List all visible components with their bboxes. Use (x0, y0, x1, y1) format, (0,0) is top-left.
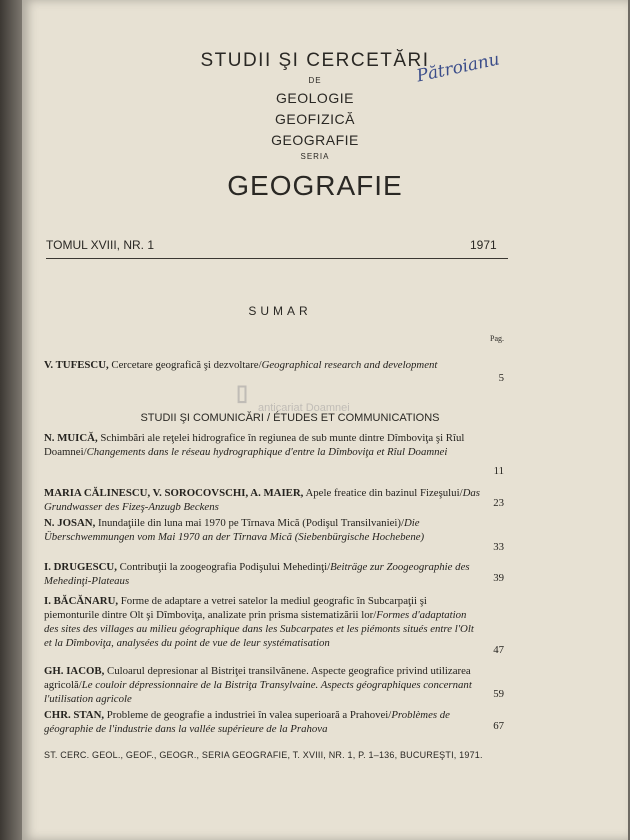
entry-page: 39 (493, 572, 504, 584)
page-column-label: Pag. (490, 334, 504, 343)
entry-page: 67 (493, 720, 504, 732)
entry-page: 11 (493, 465, 504, 477)
entry-page: 5 (498, 372, 504, 384)
journal-seria: SERIA (300, 152, 330, 161)
entry-author: N. JOSAN, (44, 517, 96, 529)
toc-entry (44, 664, 480, 706)
contents-heading: SUMAR (248, 304, 312, 318)
entry-title-ro: Cercetare geografică şi dezvoltare/ (111, 359, 262, 371)
entry-title-foreign: Geographical research and development (261, 359, 438, 371)
journal-line-geofizica: GEOFIZICĂ (275, 111, 355, 127)
toc-entry (44, 516, 480, 544)
entry-title-foreign: Formes d'adaptation des sites des villages au milieu géographique dans les Subcarpates et les piémonts situés entre l'Olt et la Dîmboviţa, analysées du point de vue de leur systématisation (44, 609, 474, 649)
entry-author: V. TUFESCU, (44, 359, 109, 371)
journal-title: STUDII ŞI CERCETĂRI (200, 50, 430, 71)
entry-author: CHR. STAN, (44, 709, 105, 721)
journal-line-geografie: GEOGRAFIE (271, 132, 359, 148)
entry-title-foreign: Le couloir dépressionnaire de la Bistriţa Transylvaine. Aspects géographiques concernant l'utilisation agricole (44, 679, 472, 705)
entry-page: 33 (493, 541, 504, 553)
entry-title-foreign: Beiträge zur Zoogeographie des Mehedinţi-Plateaus (44, 561, 470, 587)
entry-title-ro: Forme de adaptare a vetrei satelor la mediul geografic în Subcarpaţii şi piemonturile dintre Olt şi Dîmboviţa, analizate prin prisma sistematizării lor/ (44, 595, 427, 621)
watermark-text: anticariat Doamnei (258, 402, 350, 414)
entry-title-ro: Contribuţii la zoogeografia Podişului Mehedinţi/ (119, 561, 331, 573)
section-heading: STUDII ŞI COMUNICĂRI / ÉTUDES ET COMMUNICATIONS (140, 412, 440, 424)
entry-title-ro: Inundaţiile din luna mai 1970 pe Tîrnava Mică (Podişul Transilvaniei)/ (98, 517, 404, 529)
entry-author: N. MUICĂ, (44, 432, 98, 444)
entry-author: GH. IACOB, (44, 665, 105, 677)
entry-page: 23 (493, 497, 504, 509)
entry-author: I. BĂCĂNARU, (44, 595, 119, 607)
entry-page: 47 (493, 644, 504, 656)
entry-title-ro: Probleme de geografie a industriei în valea superioară a Prahovei/ (106, 709, 392, 721)
entry-title-ro: Apele freatice din bazinul Fizeşului/ (305, 487, 463, 499)
toc-entry (44, 431, 480, 459)
entry-title-ro: Culoarul depresionar al Bistriţei transilvănene. Aspecte geografice privind utilizarea agricolă/ (44, 665, 471, 691)
toc-entry (44, 708, 480, 736)
series-title: GEOGRAFIE (227, 170, 403, 201)
journal-line-geologie: GEOLOGIE (276, 90, 354, 106)
toc-entry (44, 560, 480, 588)
entry-page: 59 (493, 688, 504, 700)
citation-footer: ST. CERC. GEOL., GEOF., GEOGR., SERIA GEOGRAFIE, T. XVIII, NR. 1, P. 1–136, BUCUREŞTI, 1971. (44, 750, 483, 760)
entry-title-ro: Schimbări ale reţelei hidrografice în regiunea de sub munte dintre Dîmboviţa şi Rîul Doamnei/ (44, 432, 465, 458)
entry-title-foreign: Das Grundwasser des Fizeş-Anzugb Beckens (44, 487, 480, 513)
divider (46, 258, 508, 259)
journal-de: DE (308, 76, 322, 85)
entry-title-foreign: Die Überschwemmungen vom Mai 1970 an der Tîrnava Mică (Siebenbürgische Hochebene) (44, 517, 425, 543)
toc-entry (44, 486, 480, 514)
entry-author: I. DRUGESCU, (44, 561, 117, 573)
entry-title-foreign: Problèmes de géographie de l'industrie dans la vallée supérieure de la Prahova (44, 709, 450, 735)
toc-entry (44, 358, 480, 372)
entry-author: MARIA CĂLINESCU, V. SOROCOVSCHI, A. MAIER, (44, 487, 304, 499)
entry-title-foreign: Changements dans le réseau hydrographique d'entre la Dîmboviţa et Rîul Doamnei (86, 446, 448, 458)
year: 1971 (470, 238, 497, 252)
watermark: ▯ (236, 380, 249, 405)
toc-entry (44, 594, 480, 650)
handwritten-signature: Pătroianu (414, 49, 502, 87)
volume-number: TOMUL XVIII, NR. 1 (46, 238, 155, 252)
